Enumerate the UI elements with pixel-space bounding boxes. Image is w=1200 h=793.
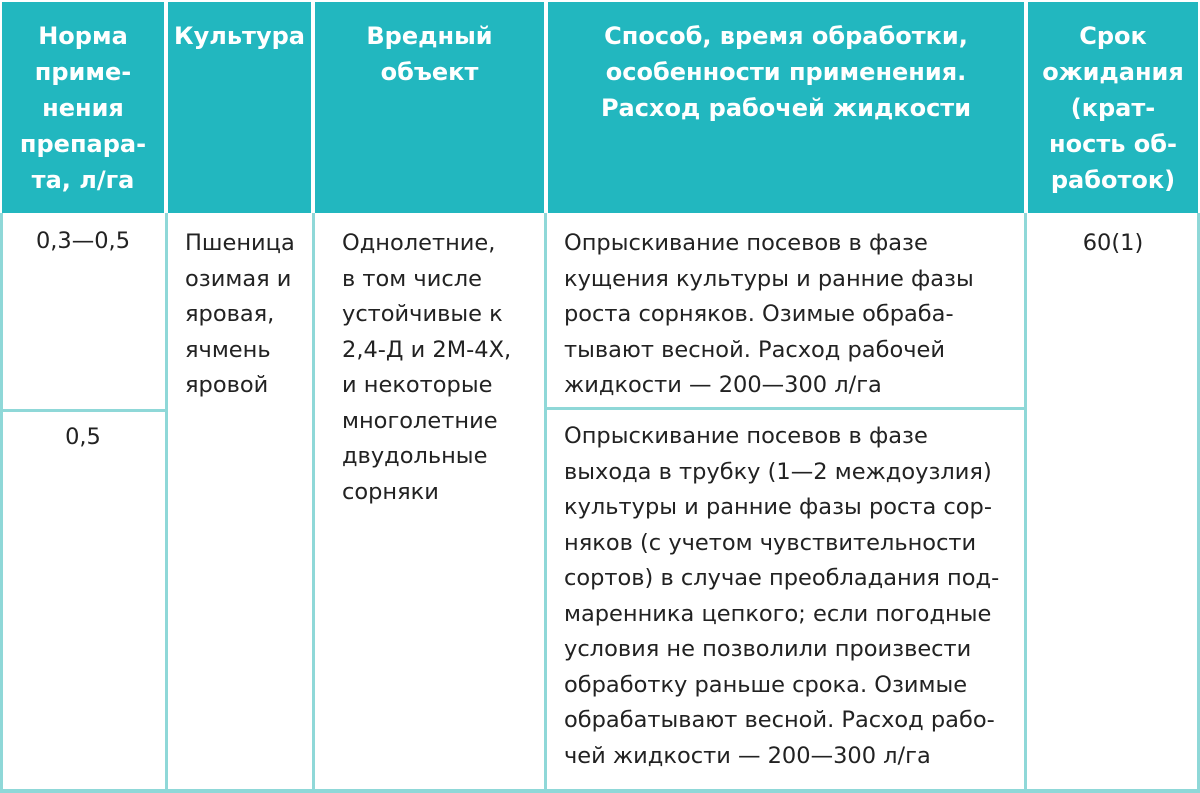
grid-col-2 [312,213,315,793]
grid-col-1 [165,213,168,793]
culture-cell: Пшеница озимая и яровая, ячмень яровой [185,230,295,398]
row2-rate: 0,5 [65,424,101,450]
header-waiting: Срок ожидания (крат- ность об- работок) [1028,2,1198,213]
grid-bottom-border [0,789,1200,793]
row1-rate: 0,3—0,5 [35,228,131,254]
grid-row-divider-rate [0,409,168,412]
waiting-cell: 60(1) [1082,230,1144,256]
row1-method: Опрыскивание посевов в фазе кущения культуры и ранние фазы роста сорняков. Озимые обраба- тывают весной. Расход рабочей жидкости — 200—300 л/га [564,230,974,398]
row2-method: Опрыскивание посевов в фазе выхода в трубку (1—2 междоузлия) культуры и ранние фазы роста сор- няков (с учетом чувствительности сортов) в случае преобладания под- маренника цепкого; если погодные условия не позволили произвести обработку раньше срока. Озимые обрабатывают весной. Расход рабо- чей жидкости — 200—300 л/га [564,423,1000,769]
pest-cell: Однолетние, в том числе устойчивые к 2,4-Д и 2М-4Х, и некоторые многолетние двудольные сорняки [342,230,512,505]
header-rate: Норма приме- нения препара- та, л/га [2,2,164,213]
grid-col-3 [544,213,547,793]
header-pest: Вредный объект [315,2,544,213]
grid-left-border [0,213,3,793]
header-culture: Культура [168,2,311,213]
header-method: Способ, время обработки, особенности применения. Расход рабочей жидкости [548,2,1024,213]
grid-col-4 [1024,213,1027,793]
grid-row-divider-method [544,407,1027,410]
